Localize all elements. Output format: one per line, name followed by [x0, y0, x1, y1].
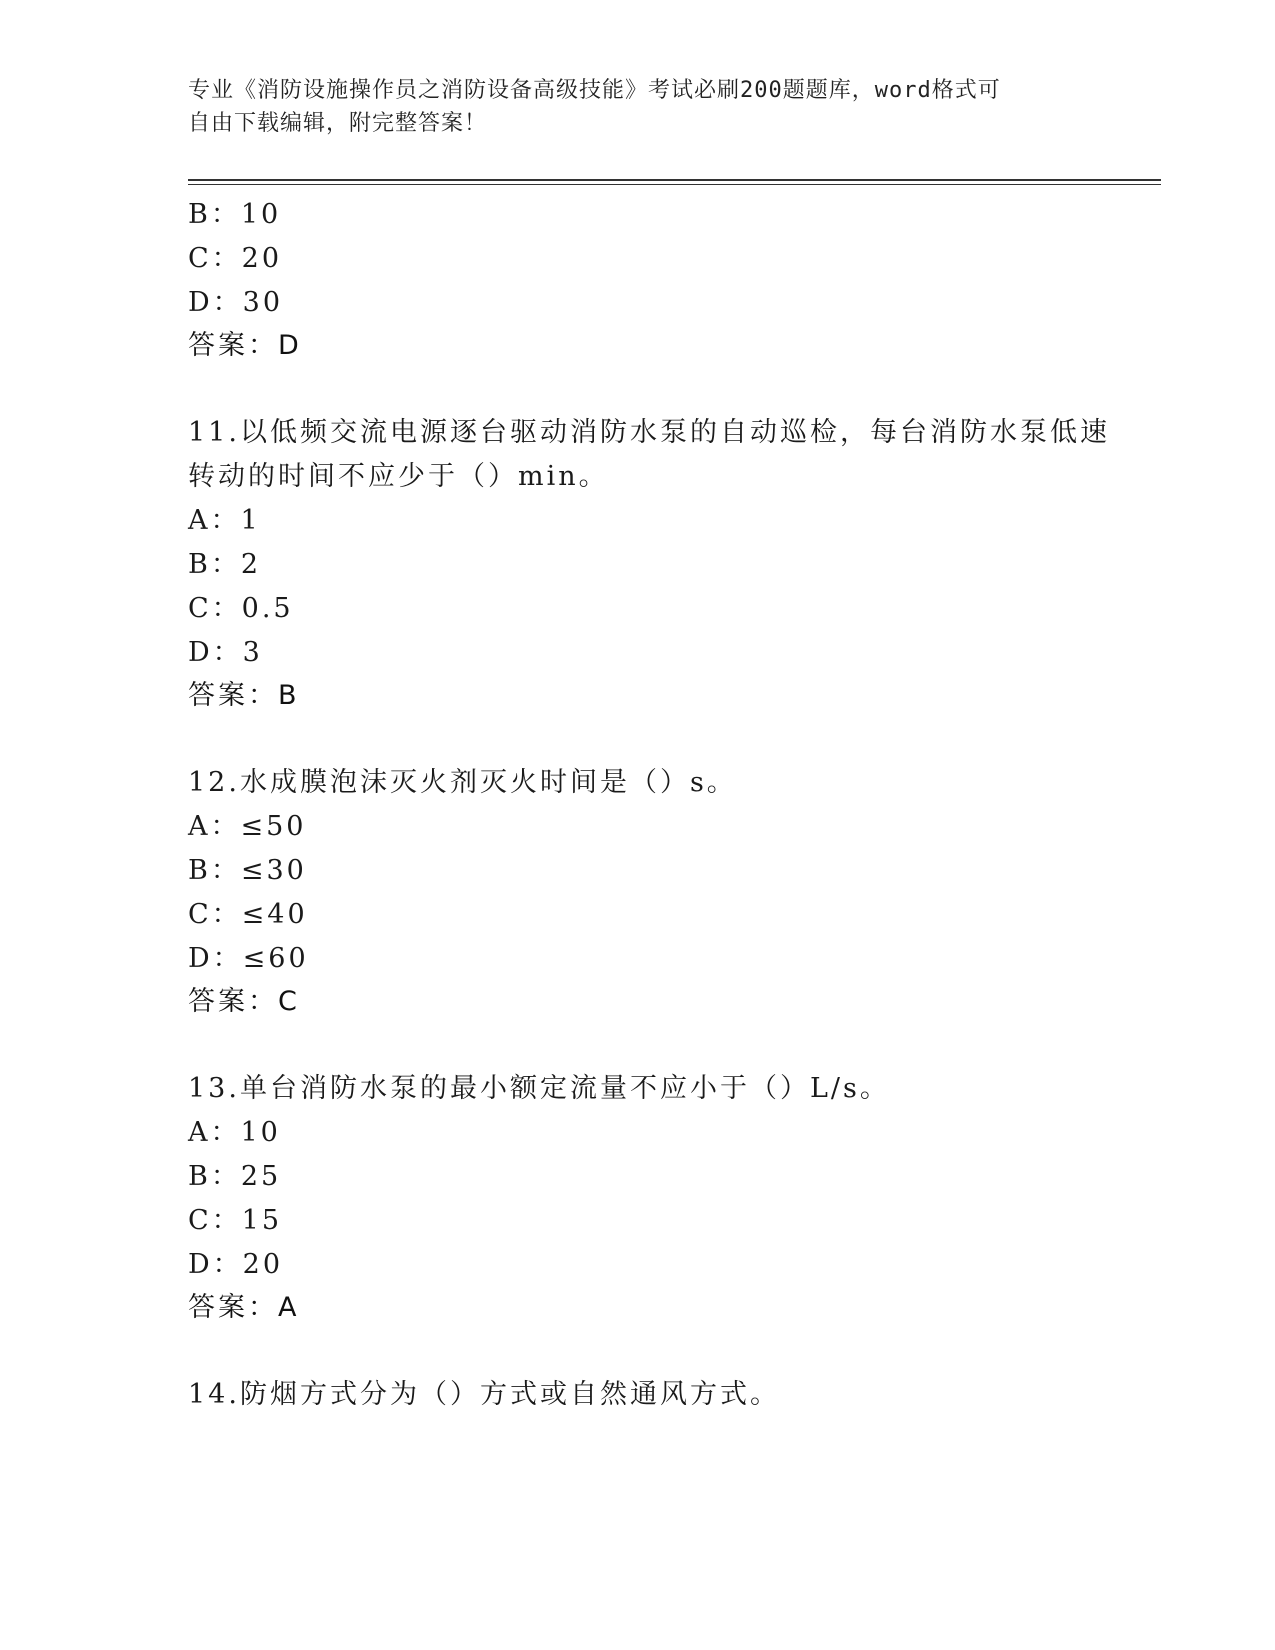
- answer-line: 答案：C: [188, 986, 300, 1017]
- answer-line: 答案：A: [188, 1292, 300, 1323]
- question-stem: 11.以低频交流电源逐台驱动消防水泵的自动巡检，每台消防水泵低速: [188, 417, 1110, 448]
- option-b: B：10: [188, 199, 282, 230]
- option-a: A：≤50: [188, 811, 307, 842]
- answer-line: 答案：D: [188, 330, 302, 361]
- option-d: D：30: [188, 287, 284, 318]
- option-c: C：0.5: [188, 593, 294, 624]
- question-stem-continued: 转动的时间不应少于（）min。: [188, 461, 609, 492]
- header-line-2: 自由下载编辑，附完整答案！: [188, 111, 488, 136]
- option-b: B：≤30: [188, 855, 307, 886]
- answer-line: 答案：B: [188, 680, 300, 711]
- option-a: A：1: [188, 505, 261, 536]
- option-d: D：≤60: [188, 943, 309, 974]
- option-d: D：20: [188, 1249, 284, 1280]
- header-divider-thin: [188, 184, 1161, 185]
- header-line-1: 专业《消防设施操作员之消防设备高级技能》考试必刷200题题库，word格式可: [188, 78, 1001, 103]
- document-header: [188, 74, 1078, 140]
- question-stem: 14.防烟方式分为（）方式或自然通风方式。: [188, 1379, 780, 1410]
- option-d: D：3: [188, 637, 263, 668]
- option-c: C：≤40: [188, 899, 308, 930]
- option-c: C：20: [188, 243, 283, 274]
- option-b: B：25: [188, 1161, 282, 1192]
- question-stem: 12.水成膜泡沫灭火剂灭火时间是（）s。: [188, 767, 737, 798]
- option-c: C：15: [188, 1205, 283, 1236]
- option-a: A：10: [188, 1117, 281, 1148]
- option-b: B：2: [188, 549, 262, 580]
- question-stem: 13.单台消防水泵的最小额定流量不应小于（）L/s。: [188, 1073, 890, 1104]
- header-divider-thick: [188, 179, 1161, 181]
